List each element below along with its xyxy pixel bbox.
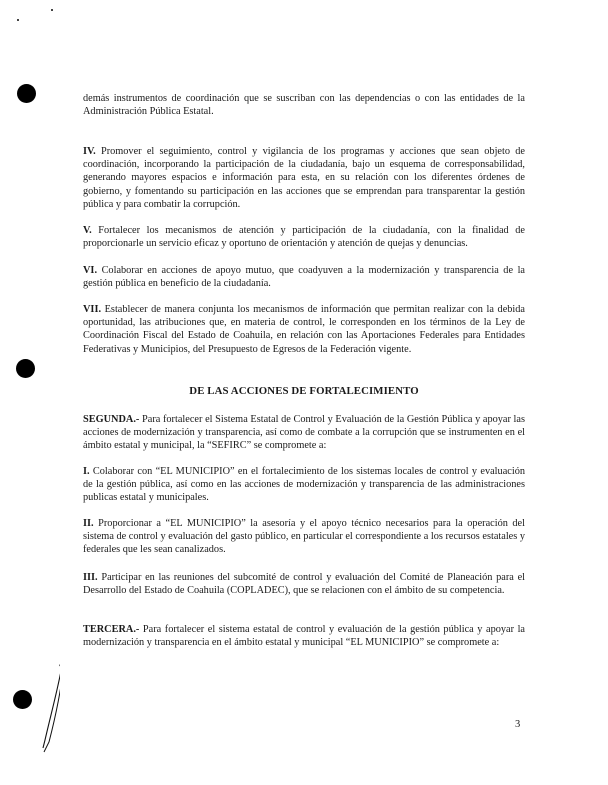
item-number: IV. (83, 146, 96, 157)
item-text: Proporcionar a “EL MUNICIPIO” la asesoría y el apoyo técnico necesarios para la operación del sistema de control y evaluación del gasto público, en particular el correspondiente a los recursos estatales y federales que les sean canalizados. (83, 518, 525, 556)
punch-hole-middle (16, 359, 35, 378)
item-number: VI. (83, 265, 98, 276)
clause-label: SEGUNDA.- (83, 414, 140, 425)
item-number: VII. (83, 304, 102, 315)
scan-speck (51, 9, 53, 11)
clause-item-vi (83, 264, 525, 290)
clause-item-ii (83, 517, 525, 557)
item-text: Participar en las reuniones del subcomité de control y evaluación del Comité de Planeación para el Desarrollo del Estado de Coahuila (COPLADEC), que se relacionen con el ámbito de su competencia. (83, 572, 525, 597)
section-heading: DE LAS ACCIONES DE FORTALECIMIENTO (189, 385, 419, 397)
clause-item-i (83, 465, 525, 505)
item-number: III. (83, 572, 98, 583)
clause-label: TERCERA.- (83, 624, 140, 635)
signature-mark (20, 660, 60, 760)
clause-text: Para fortalecer el Sistema Estatal de Control y Evaluación de la Gestión Pública y apoyar las acciones de modernización y transparencia, así como de combate a la corrupción que se instrumenten en el ámbito estatal y municipal, la “SEFIRC” se compromete a: (83, 414, 525, 452)
punch-hole-top (17, 84, 36, 103)
clause-tercera (83, 623, 525, 649)
clause-item-v (83, 224, 525, 250)
item-text: Colaborar con “EL MUNICIPIO” en el fortalecimiento de los sistemas locales de control y evaluación de la gestión pública, así como en las acciones de modernización y transparencia de las administraciones publicas estatal y municipales. (83, 466, 525, 504)
clause-item-iv (83, 145, 525, 211)
clause-item-vii (83, 303, 525, 356)
page-number: 3 (515, 719, 521, 730)
item-text: Colaborar en acciones de apoyo mutuo, que coadyuven a la modernización y transparencia de la gestión pública en beneficio de la ciudadanía. (83, 265, 525, 290)
scan-speck (17, 19, 19, 21)
item-text: Promover el seguimiento, control y vigilancia de los programas y acciones que sean objeto de coordinación, incorporando la participación de la ciudadanía, bajo un esquema de corresponsabilidad, generando mayores espacios e información para esta, en su relación con los diferentes órdenes de gobierno, y fomentando su participación en las acciones que se emprendan para transparentar la gestión pública y para combatir la corrupción. (83, 146, 525, 210)
item-number: II. (83, 518, 94, 529)
clause-item-iii (83, 571, 525, 597)
item-text: Fortalecer los mecanismos de atención y participación de la ciudadanía, con la finalidad de proporcionarle un servicio eficaz y oportuno de orientación y atención de quejas y denuncias. (83, 225, 525, 250)
item-number: V. (83, 225, 92, 236)
continuation-paragraph: demás instrumentos de coordinación que se suscriban con las dependencias o con las entidades de la Administración Pública Estatal. (83, 93, 525, 118)
item-number: I. (83, 466, 90, 477)
item-text: Establecer de manera conjunta los mecanismos de información que permitan realizar con la debida oportunidad, las atribuciones que, en materia de control, le corresponden en los términos de la Ley de Coordinación Fiscal del Estado de Coahuila, en relación con las Aportaciones Federales para Entidades Federativas y Municipios, del Presupuesto de Egresos de la Federación vigente. (83, 304, 525, 355)
clause-segunda (83, 413, 525, 453)
clause-text: Para fortalecer el sistema estatal de control y evaluación de la gestión pública y apoyar la modernización y transparencia en el ámbito estatal y municipal “EL MUNICIPIO” se compromete a: (83, 624, 525, 649)
